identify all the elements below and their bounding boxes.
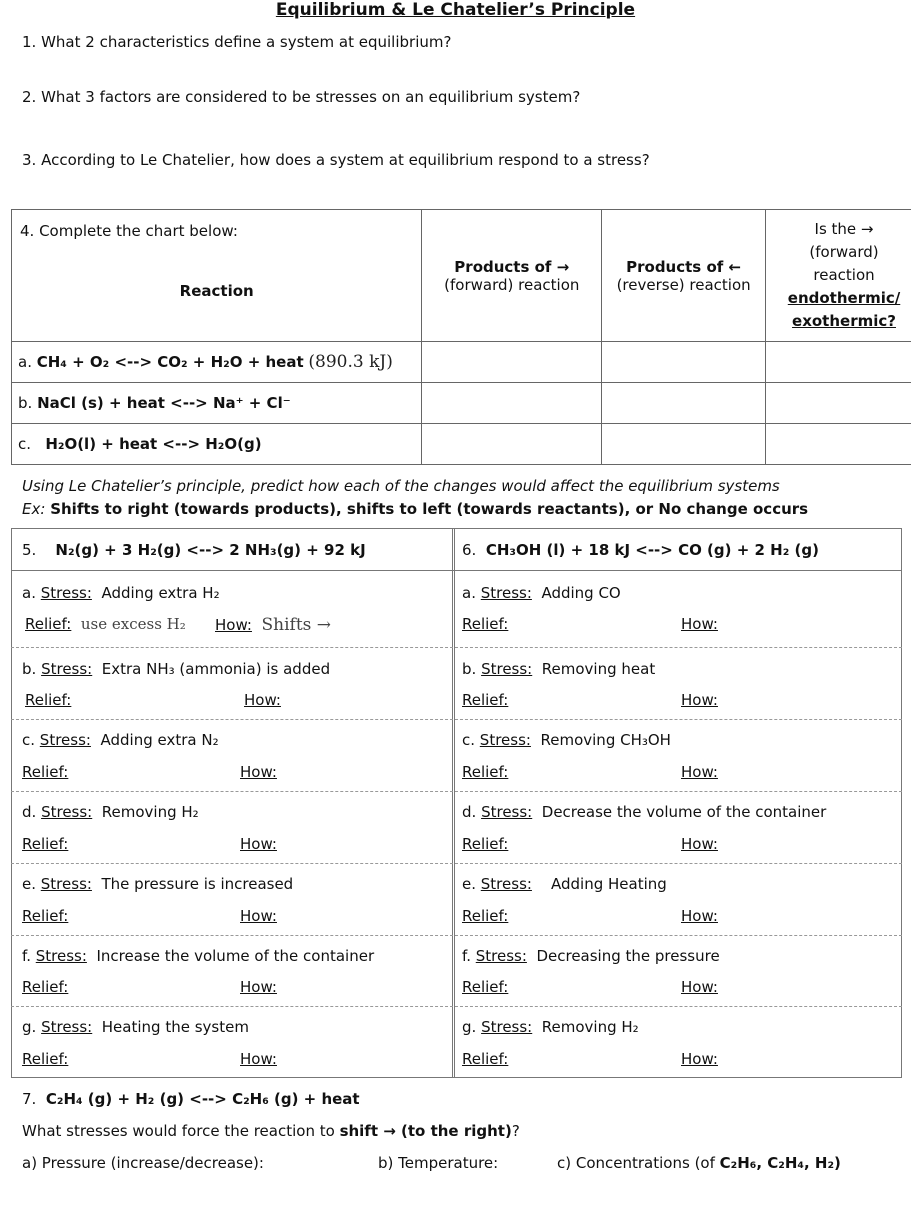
- chart-header-forward: [422, 210, 602, 342]
- relief-label[interactable]: Relief:: [22, 978, 69, 996]
- col-endo-line1: Is the →: [814, 220, 874, 238]
- stress-text: Removing heat: [541, 660, 656, 678]
- how-label[interactable]: How:: [681, 978, 718, 996]
- row-separator: [11, 863, 902, 864]
- relief-label[interactable]: Relief:: [462, 907, 509, 925]
- col-reverse-line1: Products of ←: [626, 257, 742, 276]
- row-separator: [11, 719, 902, 720]
- stress-text: Removing H₂: [541, 1018, 639, 1036]
- col-endo-line3: reaction: [813, 266, 875, 284]
- question-2: 2. What 3 factors are considered to be stresses on an equilibrium system?: [22, 88, 581, 106]
- item-letter: b.: [462, 660, 477, 678]
- relief-label[interactable]: Relief:: [25, 691, 72, 709]
- how-label[interactable]: How:: [240, 978, 277, 996]
- reaction-6-header: [462, 541, 819, 559]
- q7-question-post: ?: [511, 1122, 520, 1140]
- relief-label[interactable]: Relief:: [462, 763, 509, 781]
- chart-header-endo: [766, 210, 911, 342]
- q7-question-bold: shift → (to the right): [339, 1122, 512, 1140]
- stress-label: Stress:: [39, 731, 91, 749]
- reaction-5-number: 5.: [22, 541, 37, 559]
- page-title: Equilibrium & Le Chatelier’s Principle: [275, 0, 636, 20]
- q7-option-a: a) Pressure (increase/decrease):: [22, 1154, 264, 1172]
- how-label[interactable]: How:: [681, 763, 718, 781]
- ex-label: Ex:: [22, 500, 46, 518]
- reaction-6-number: 6.: [462, 541, 477, 559]
- stress-text: Decrease the volume of the container: [541, 803, 827, 821]
- ex-text: Shifts to right (towards products), shifts to left (towards reactants), or No change occurs: [50, 500, 809, 518]
- stress-label: Stress:: [481, 660, 533, 678]
- row-separator: [11, 647, 902, 648]
- row-separator: [11, 935, 902, 936]
- item-letter: f.: [462, 947, 471, 965]
- row-c-reaction: H₂O(l) + heat <--> H₂O(g): [45, 435, 262, 453]
- stress-text: Adding extra N₂: [100, 731, 219, 749]
- stress-text: Extra NH₃ (ammonia) is added: [101, 660, 331, 678]
- row-b-reverse-answer[interactable]: [602, 383, 766, 424]
- stress-label: Stress:: [35, 947, 87, 965]
- instructions-line2: [22, 500, 808, 518]
- stress-grid-divider: [452, 528, 455, 1078]
- col-reverse-line2: (reverse) reaction: [616, 275, 751, 294]
- how-label[interactable]: How:: [681, 691, 718, 709]
- row-c-endo-answer[interactable]: [766, 424, 911, 465]
- row-c-label: c.: [18, 435, 32, 453]
- item-letter: d.: [462, 803, 477, 821]
- stress-label: Stress:: [480, 875, 532, 893]
- relief-label[interactable]: Relief:: [462, 1050, 509, 1068]
- how-label[interactable]: How:: [681, 615, 718, 633]
- stress-label: Stress:: [41, 660, 93, 678]
- col-forward-line1: Products of →: [454, 257, 570, 276]
- stress-text: Adding CO: [541, 584, 621, 602]
- row-separator: [11, 791, 902, 792]
- chart-header-reverse: [602, 210, 766, 342]
- item-letter: c.: [22, 731, 36, 749]
- q7-option-b: b) Temperature:: [378, 1154, 499, 1172]
- q7-question-pre: What stresses would force the reaction to: [22, 1122, 335, 1140]
- question-7-text: [22, 1122, 520, 1140]
- how-label[interactable]: How:: [240, 907, 277, 925]
- item-letter: e.: [22, 875, 36, 893]
- stress-label: Stress:: [41, 803, 93, 821]
- stress-text: The pressure is increased: [101, 875, 294, 893]
- col-endo-line5: exothermic?: [792, 312, 896, 330]
- item-letter: g.: [22, 1018, 37, 1036]
- row-c-reverse-answer[interactable]: [602, 424, 766, 465]
- relief-label[interactable]: Relief:: [462, 691, 509, 709]
- item-letter: e.: [462, 875, 476, 893]
- instructions-line1: Using Le Chatelier’s principle, predict how each of the changes would affect the equilibrium systems: [22, 477, 780, 495]
- q7-option-c-bold: C₂H₆, C₂H₄, H₂): [719, 1154, 841, 1172]
- stress-label: Stress:: [475, 947, 527, 965]
- chart-row-c: [12, 424, 422, 465]
- how-label[interactable]: How:: [681, 907, 718, 925]
- row-b-reaction: NaCl (s) + heat <--> Na⁺ + Cl⁻: [37, 394, 291, 412]
- stress-label: Stress:: [481, 803, 533, 821]
- how-label[interactable]: How:: [681, 1050, 718, 1068]
- col-endo-line2: (forward): [809, 243, 879, 261]
- row-a-endo-answer[interactable]: [766, 342, 911, 383]
- stress-text: Adding Heating: [551, 875, 667, 893]
- reaction-5-header: [22, 541, 366, 559]
- row-c-forward-answer[interactable]: [422, 424, 602, 465]
- row-a-reverse-answer[interactable]: [602, 342, 766, 383]
- row-a-reaction: CH₄ + O₂ <--> CO₂ + H₂O + heat: [36, 353, 304, 371]
- row-a-forward-answer[interactable]: [422, 342, 602, 383]
- relief-label[interactable]: Relief:: [462, 978, 509, 996]
- how-label[interactable]: How:: [240, 1050, 277, 1068]
- col-endo-line4: endothermic/: [787, 289, 901, 307]
- stress-text: Removing H₂: [101, 803, 199, 821]
- how-label[interactable]: How:: [244, 691, 281, 709]
- col-reaction-label: Reaction: [179, 281, 254, 300]
- reaction-5-equation: N₂(g) + 3 H₂(g) <--> 2 NH₃(g) + 92 kJ: [55, 541, 366, 559]
- item-letter: a.: [22, 584, 36, 602]
- stress-label: Stress:: [41, 1018, 93, 1036]
- row-b-forward-answer[interactable]: [422, 383, 602, 424]
- stress-text: Adding extra H₂: [101, 584, 220, 602]
- q7-option-c: [557, 1154, 841, 1172]
- relief-label[interactable]: Relief:: [22, 763, 69, 781]
- q7-equation: C₂H₄ (g) + H₂ (g) <--> C₂H₆ (g) + heat: [45, 1090, 360, 1108]
- item-letter: g.: [462, 1018, 477, 1036]
- relief-label[interactable]: Relief:: [462, 615, 509, 633]
- chart-row-a: [12, 342, 422, 383]
- how-label: How:: [215, 616, 252, 634]
- chart-row-b: [12, 383, 422, 424]
- question-3: 3. According to Le Chatelier, how does a system at equilibrium respond to a stress?: [22, 151, 650, 169]
- relief-label[interactable]: Relief:: [462, 835, 509, 853]
- row-b-endo-answer[interactable]: [766, 383, 911, 424]
- chart-header-reaction: [12, 210, 422, 342]
- stress-text: Increase the volume of the container: [96, 947, 375, 965]
- stress-label: Stress:: [479, 731, 531, 749]
- item-letter: a.: [462, 584, 476, 602]
- col-forward-line2: (forward) reaction: [444, 275, 580, 294]
- reaction-6-equation: CH₃OH (l) + 18 kJ <--> CO (g) + 2 H₂ (g): [485, 541, 819, 559]
- stress-text: Removing CH₃OH: [540, 731, 671, 749]
- item-letter: f.: [22, 947, 31, 965]
- relief-label: Relief:: [25, 615, 72, 633]
- relief-label[interactable]: Relief:: [22, 835, 69, 853]
- stress-grid-header-separator: [11, 570, 902, 571]
- chart-intro: 4. Complete the chart below:: [20, 222, 238, 240]
- item-letter: b.: [22, 660, 37, 678]
- relief-label[interactable]: Relief:: [22, 907, 69, 925]
- row-b-label: b.: [18, 394, 33, 412]
- how-label[interactable]: How:: [240, 763, 277, 781]
- reaction-chart: [11, 209, 911, 465]
- stress-label: Stress:: [480, 584, 532, 602]
- item-letter: d.: [22, 803, 37, 821]
- stress-text: Heating the system: [101, 1018, 249, 1036]
- question-1: 1. What 2 characteristics define a system at equilibrium?: [22, 33, 452, 51]
- how-label[interactable]: How:: [240, 835, 277, 853]
- stress-text: Decreasing the pressure: [536, 947, 720, 965]
- item-letter: c.: [462, 731, 476, 749]
- row-a-label: a.: [18, 353, 32, 371]
- stress-label: Stress:: [40, 584, 92, 602]
- row-a-energy: (890.3 kJ): [308, 352, 393, 372]
- how-answer[interactable]: Shifts →: [261, 615, 332, 635]
- question-7-reaction: [22, 1090, 360, 1108]
- how-label[interactable]: How:: [681, 835, 718, 853]
- relief-answer[interactable]: use excess H₂: [80, 615, 186, 633]
- relief-label[interactable]: Relief:: [22, 1050, 69, 1068]
- stress-label: Stress:: [40, 875, 92, 893]
- row-separator: [11, 1006, 902, 1007]
- q7-number: 7.: [22, 1090, 37, 1108]
- stress-label: Stress:: [481, 1018, 533, 1036]
- q7-option-c-pre: c) Concentrations (of: [557, 1154, 715, 1172]
